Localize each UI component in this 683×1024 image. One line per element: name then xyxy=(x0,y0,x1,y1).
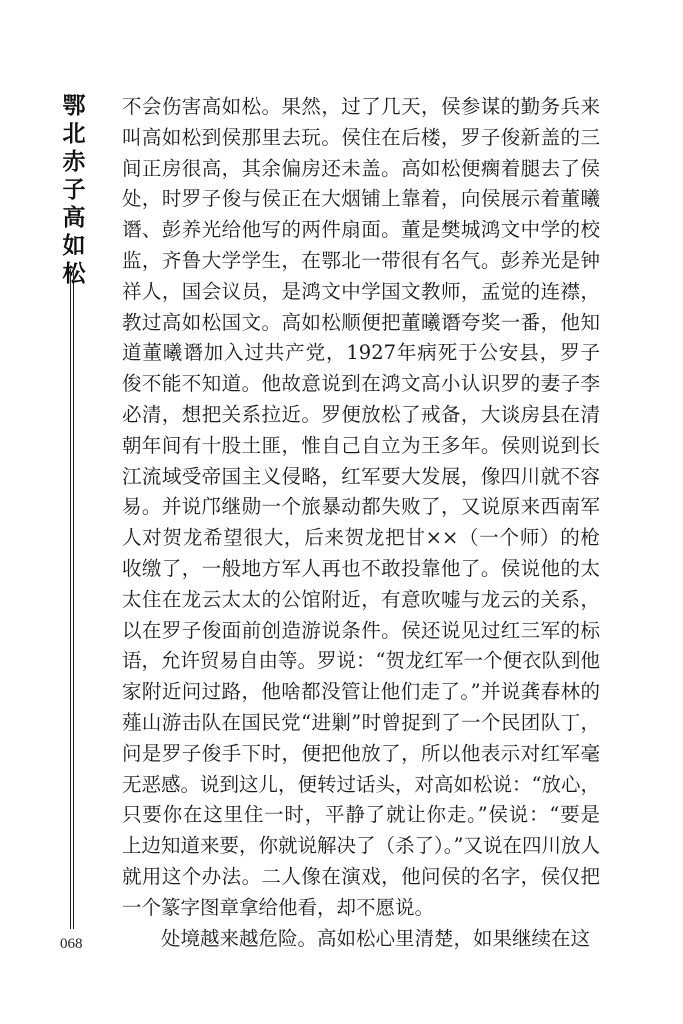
sidebar-double-rule xyxy=(70,269,74,929)
chapter-title: 鄂北赤子高如松 xyxy=(62,93,86,287)
page-number: 068 xyxy=(60,936,83,952)
paragraph: 处境越来越危险。高如松心里清楚，如果继续在这 xyxy=(161,926,591,950)
paragraph: 不会伤害高如松。果然，过了几天，侯参谋的勤务兵来叫高如松到侯那里去玩。侯住在后楼，罗子俊新盖的三间正房很高，其余偏房还未盖。高如松便瘸着腿去了侯处，时罗子俊与侯正在大烟铺上靠着，向侯展示着董曦谮、彭养光给他写的两件扇面。董是樊城鸿文中学的校监，齐鲁大学学生，在鄂北一带很有名气。彭养光是钟祥人，国会议员，是鸿文中学国文教师，孟觉的连襟，教过高如松国文。高如松顺便把董曦谮夸奖一番，他知道董曦谮加入过共产党，1927年病死于公安县，罗子俊不能不知道。他故意说到在鸿文高小认识罗的妻子李必清，想把关系拉近。罗便放松了戒备，大谈房县在清朝年间有十股土匪，惟自己自立为王多年。侯则说到长江流域受帝国主义侵略，红军要大发展，像四川就不容易。并说邝继勋一个旅暴动都失败了，又说原来西南军人对贺龙希望很大，后来贺龙把甘××（一个师）的枪收缴了，一般地方军人再也不敢投靠他了。侯说他的太太住在龙云太太的公馆附近，有意吹嘘与龙云的关系，以在罗子俊面前创造游说条件。侯还说见过红三军的标语，允许贸易自由等。罗说：“贺龙红军一个便衣队到他家附近问过路，他啥都没管让他们走了。”并说龚春林的薤山游击队在国民党“进剿”时曾捉到了一个民团队丁，问是罗子俊手下时，便把他放了，所以他表示对红军毫无恶感。说到这儿，便转过话头，对高如松说：“放心，只要你在这里住一时，平静了就让你走。”侯说：“要是上边知道来要，你就说解决了（杀了）。”又说在四川放人就用这个办法。二人像在演戏，他问侯的名字，侯仅把一个篆字图章拿给他看，却不愿说。 xyxy=(122,95,600,919)
body-text xyxy=(122,92,600,954)
chapter-sidebar xyxy=(60,92,94,288)
